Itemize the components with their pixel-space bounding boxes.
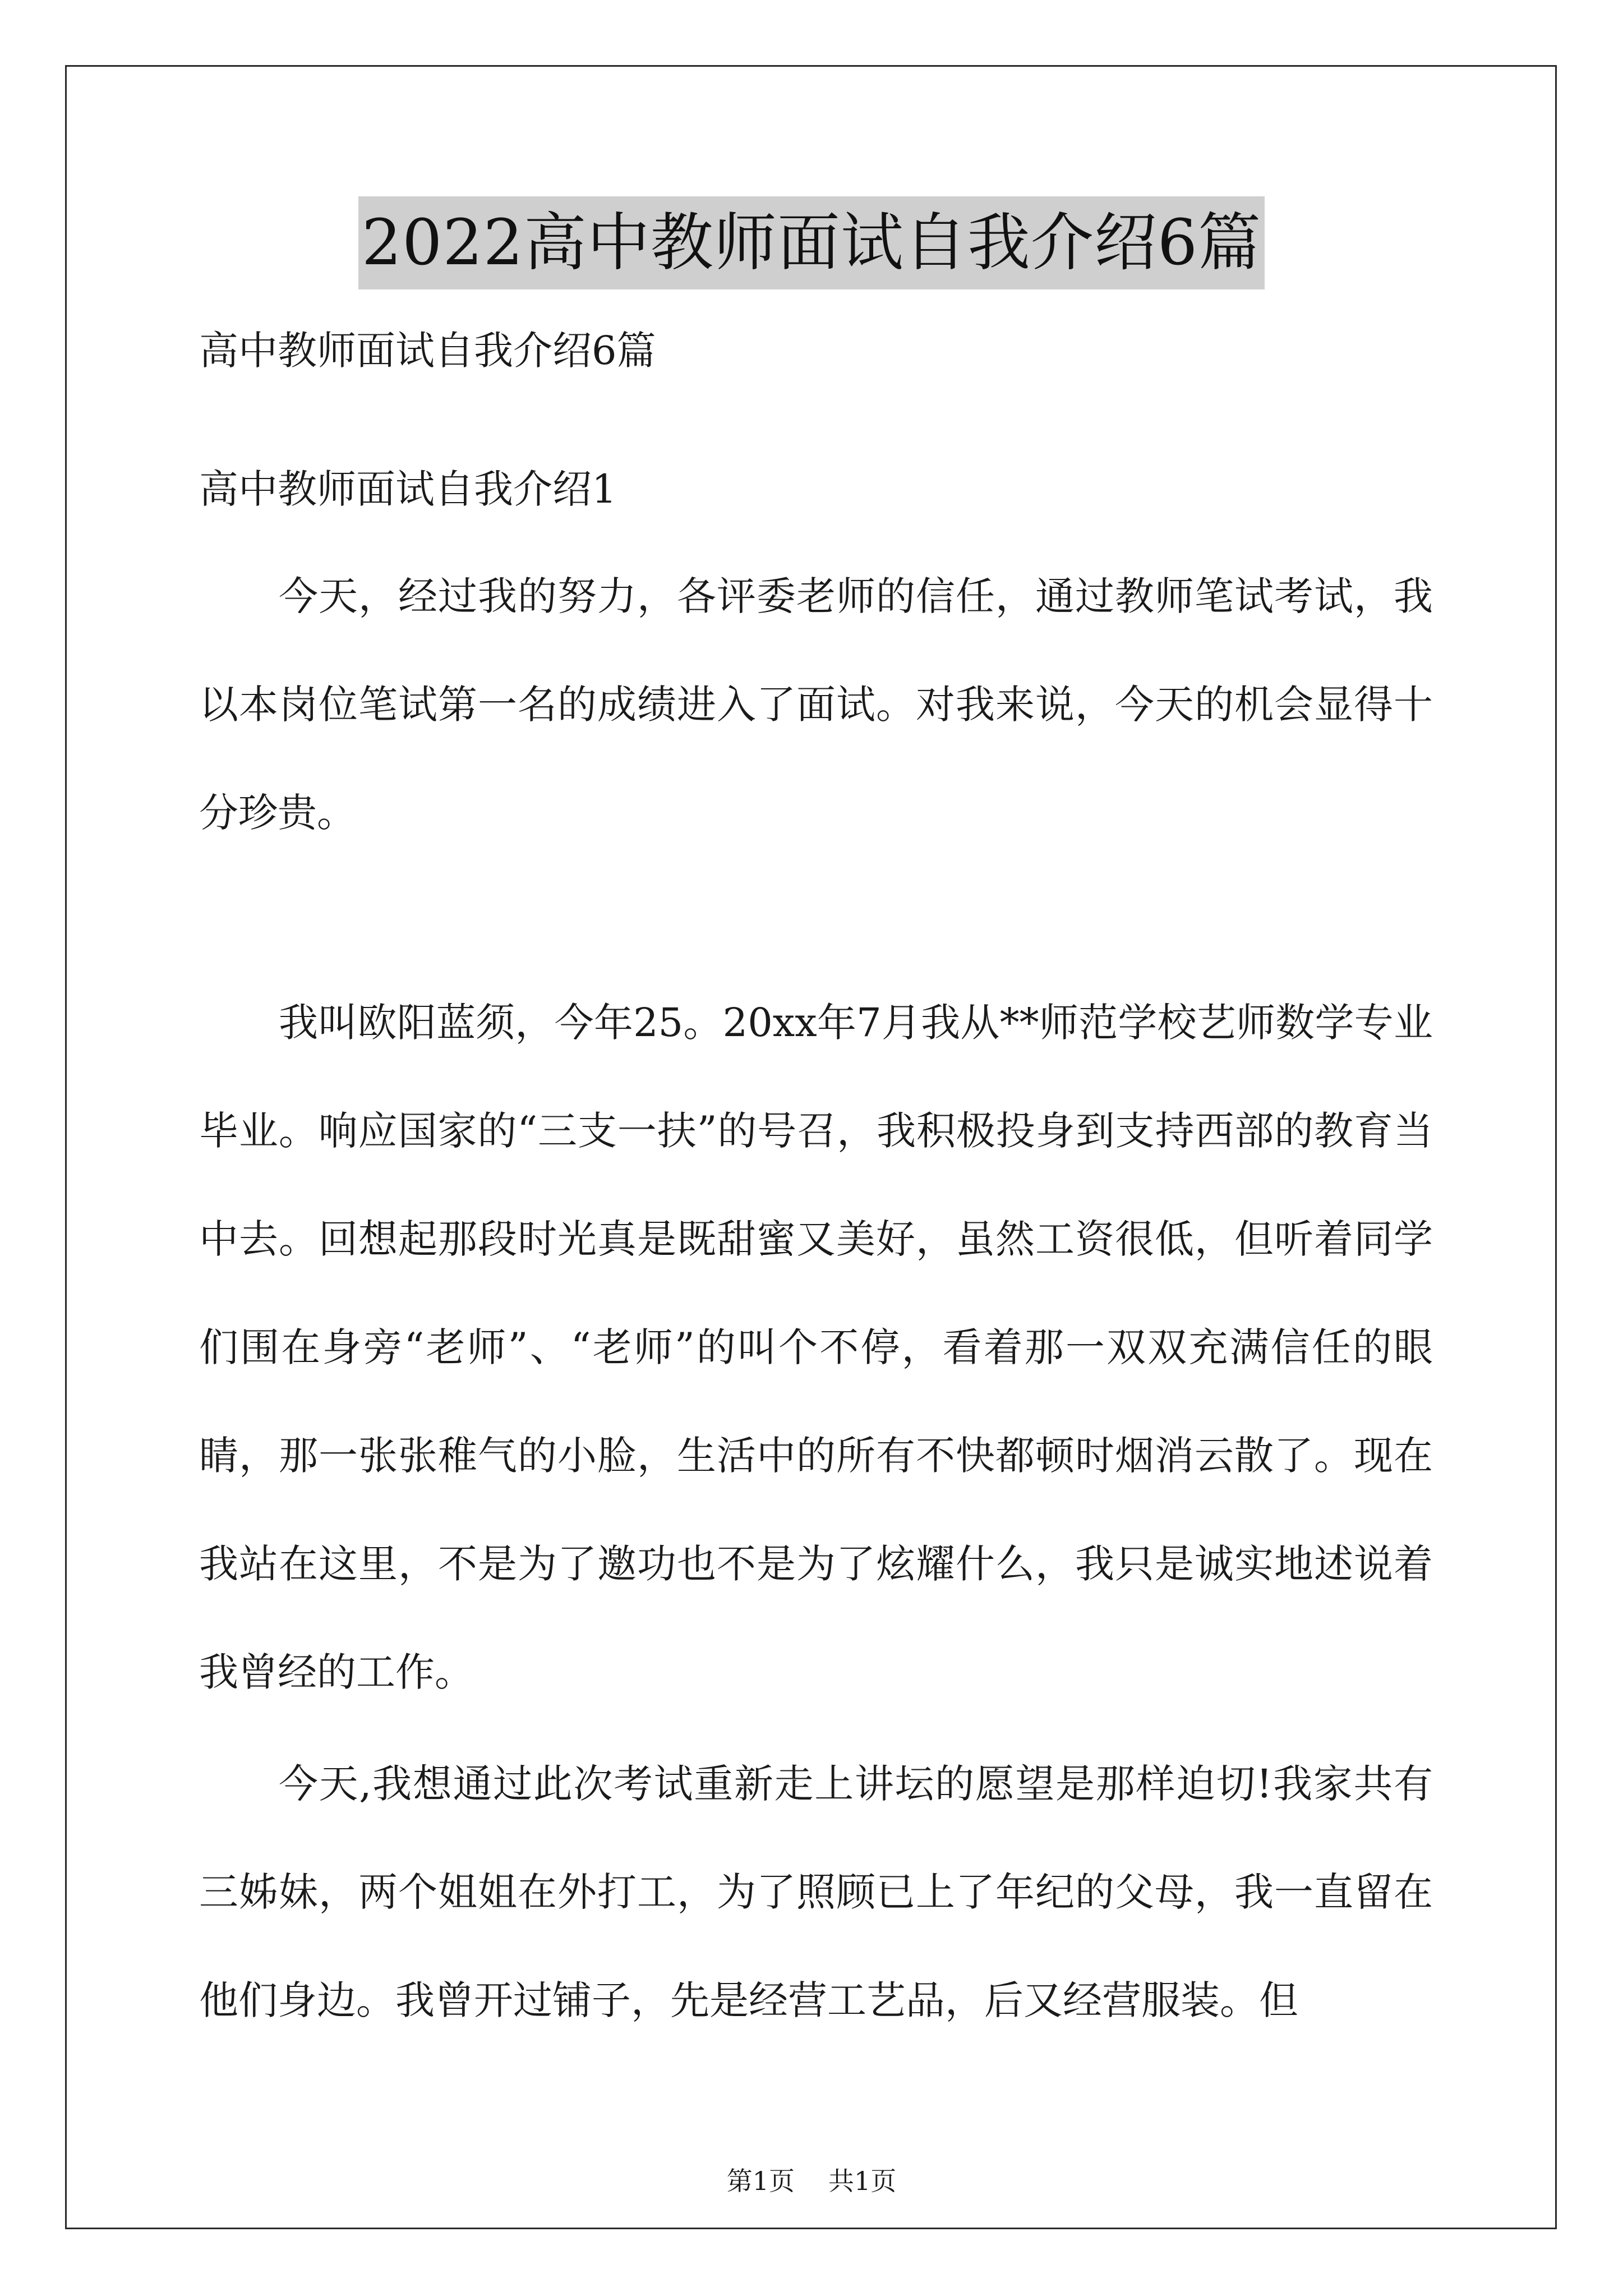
- section-heading: 高中教师面试自我介绍1: [199, 466, 617, 512]
- page-total: 共1页: [828, 2166, 897, 2196]
- paragraph-2: 我叫欧阳蓝须，今年25。20xx年7月我从**师范学校艺师数学专业毕业。响应国家的“三支一扶”的号召，我积极投身到支持西部的教育当中去。回想起那段时光真是既甜蜜又美好，虽然工资很低，但听着同学们围在身旁“老师”、“老师”的叫个不停，看着那一双双充满信任的眼睛，那一张张稚气的小脸，生活中的所有不快都顿时烟消云散了。现在我站在这里，不是为了邀功也不是为了炫耀什么，我只是诚实地述说着我曾经的工作。: [199, 1000, 1433, 1695]
- title-container: [0, 196, 1623, 289]
- page-footer: [0, 2164, 1623, 2198]
- paragraph-3: 今天,我想通过此次考试重新走上讲坛的愿望是那样迫切!我家共有三姊妹，两个姐姐在外打工，为了照顾已上了年纪的父母，我一直留在他们身边。我曾开过铺子，先是经营工艺品，后又经营服装。但: [199, 1761, 1433, 2023]
- page-number: 第1页: [726, 2166, 795, 2196]
- paragraph-1: 今天，经过我的努力，各评委老师的信任，通过教师笔试考试，我以本岗位笔试第一名的成绩进入了面试。对我来说，今天的机会显得十分珍贵。: [199, 573, 1433, 836]
- document-title: 2022高中教师面试自我介绍6篇: [358, 196, 1265, 289]
- document-subtitle: 高中教师面试自我介绍6篇: [199, 328, 656, 374]
